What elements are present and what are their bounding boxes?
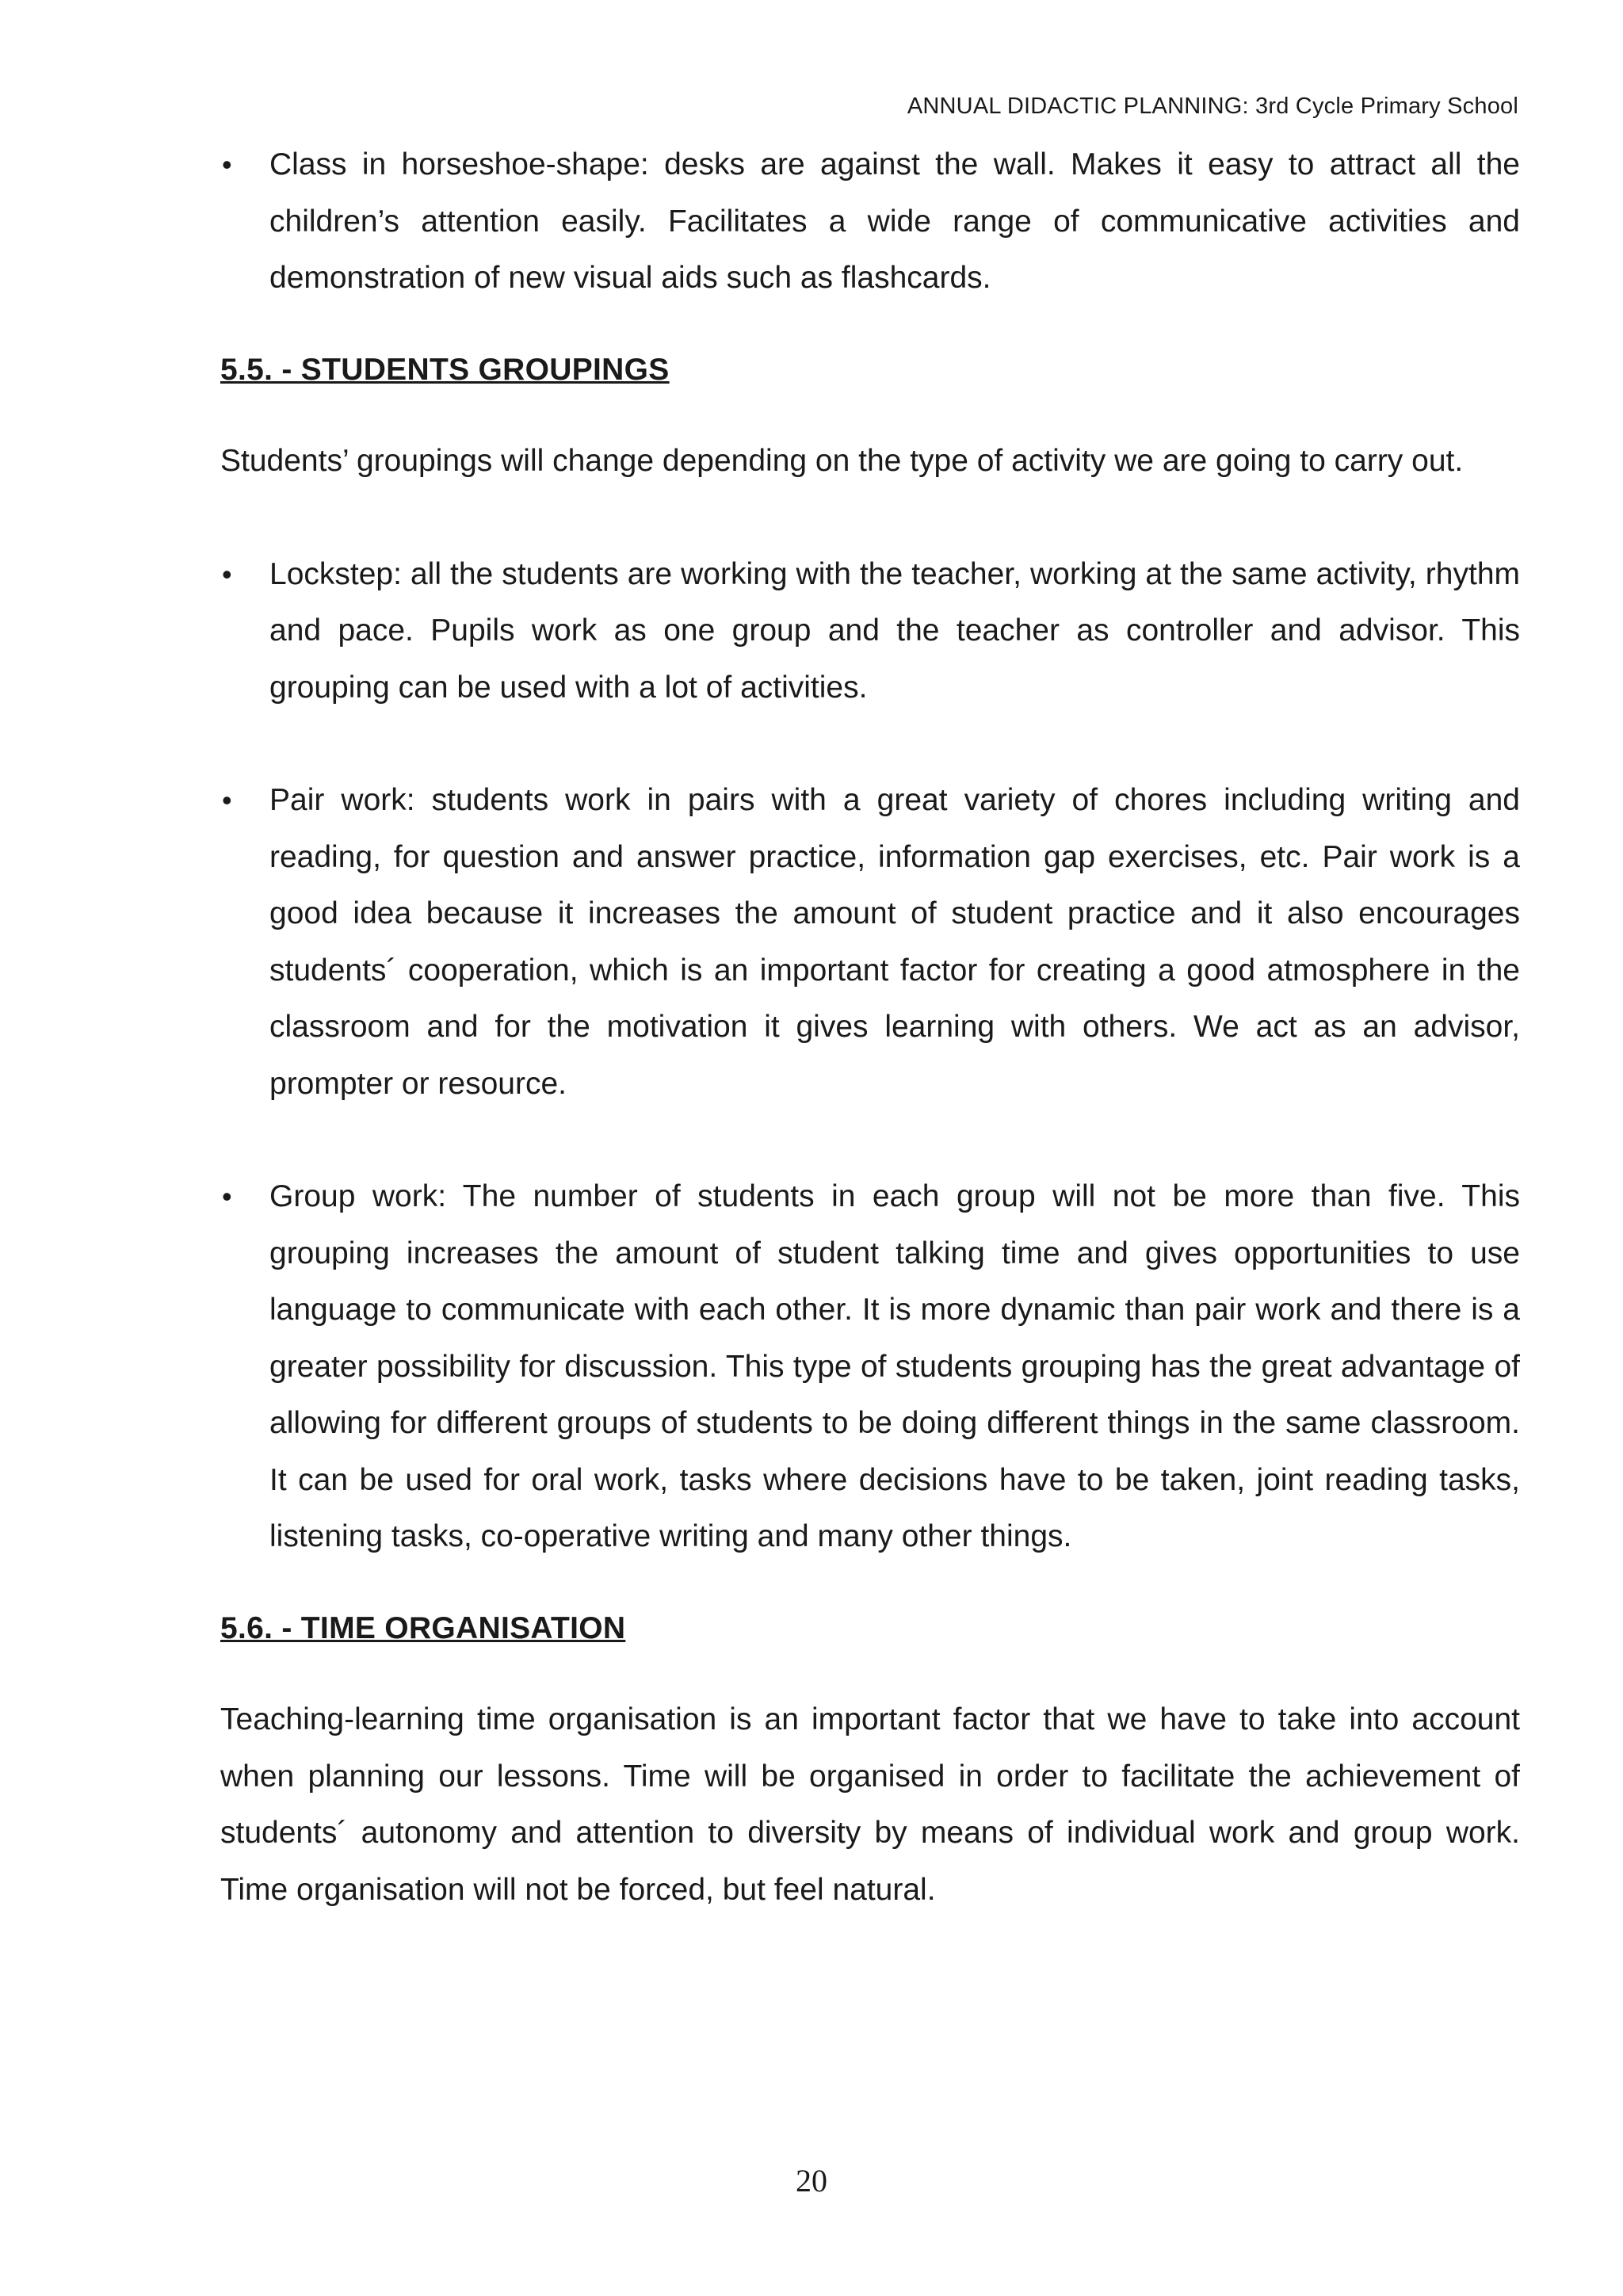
section-heading-time-organisation: 5.6. - TIME ORGANISATION [220, 1610, 626, 1645]
bullet-dot-icon: • [222, 1180, 232, 1213]
page-number: 20 [796, 2163, 827, 2199]
bullet-text: Group work: The number of students in each group will not be more than five. This grouping increases the amount of student talking time and gives opportunities to use language to communicate with each other. It is more dynamic than pair work and there is a greater possibility for discussion. This type of students grouping has the great advantage of allowing for different groups of students to be doing different things in the same classroom. It can be used for oral work, tasks where decisions have to be taken, joint reading tasks, listening tasks, co-operative writing and many other things. [269, 1179, 1520, 1553]
bullet-item-lockstep [220, 546, 1520, 716]
bullet-item-pair-work [220, 772, 1520, 1112]
bullet-dot-icon: • [222, 784, 232, 816]
bullet-text: Class in horseshoe-shape: desks are against the wall. Makes it easy to attract all the children’s attention easily. Facilitates a wide range of communicative activities and demonstration of new visual aids such as flashcards. [269, 147, 1520, 295]
paragraph-time-organisation: Teaching-learning time organisation is an important factor that we have to take into account when planning our lessons. Time will be organised in order to facilitate the achievement of students´ autonomy and attention to diversity by means of individual work and group work. Time organisation will not be forced, but feel natural. [220, 1702, 1520, 1907]
page-content [220, 136, 1520, 1918]
bullet-dot-icon: • [222, 557, 232, 590]
bullet-dot-icon: • [222, 148, 232, 181]
paragraph-groupings-intro: Students’ groupings will change depending on the type of activity we are going to carry out. [220, 444, 1464, 478]
bullet-text: Lockstep: all the students are working with the teacher, working at the same activity, rhythm and pace. Pupils work as one group and the teacher as controller and advisor. This grouping can be used with a lot of activities. [269, 556, 1520, 705]
section-heading-students-groupings: 5.5. - STUDENTS GROUPINGS [220, 352, 670, 387]
bullet-item-horseshoe [220, 136, 1520, 307]
bullet-item-group-work [220, 1168, 1520, 1565]
running-header: ANNUAL DIDACTIC PLANNING: 3rd Cycle Primary School [907, 94, 1518, 119]
bullet-text: Pair work: students work in pairs with a great variety of chores including writing and reading, for question and answer practice, information gap exercises, etc. Pair work is a good idea because it increases the amount of student practice and it also encourages students´ cooperation, which is an important factor for creating a good atmosphere in the classroom and for the motivation it gives learning with others. We act as an advisor, prompter or resource. [269, 783, 1520, 1101]
